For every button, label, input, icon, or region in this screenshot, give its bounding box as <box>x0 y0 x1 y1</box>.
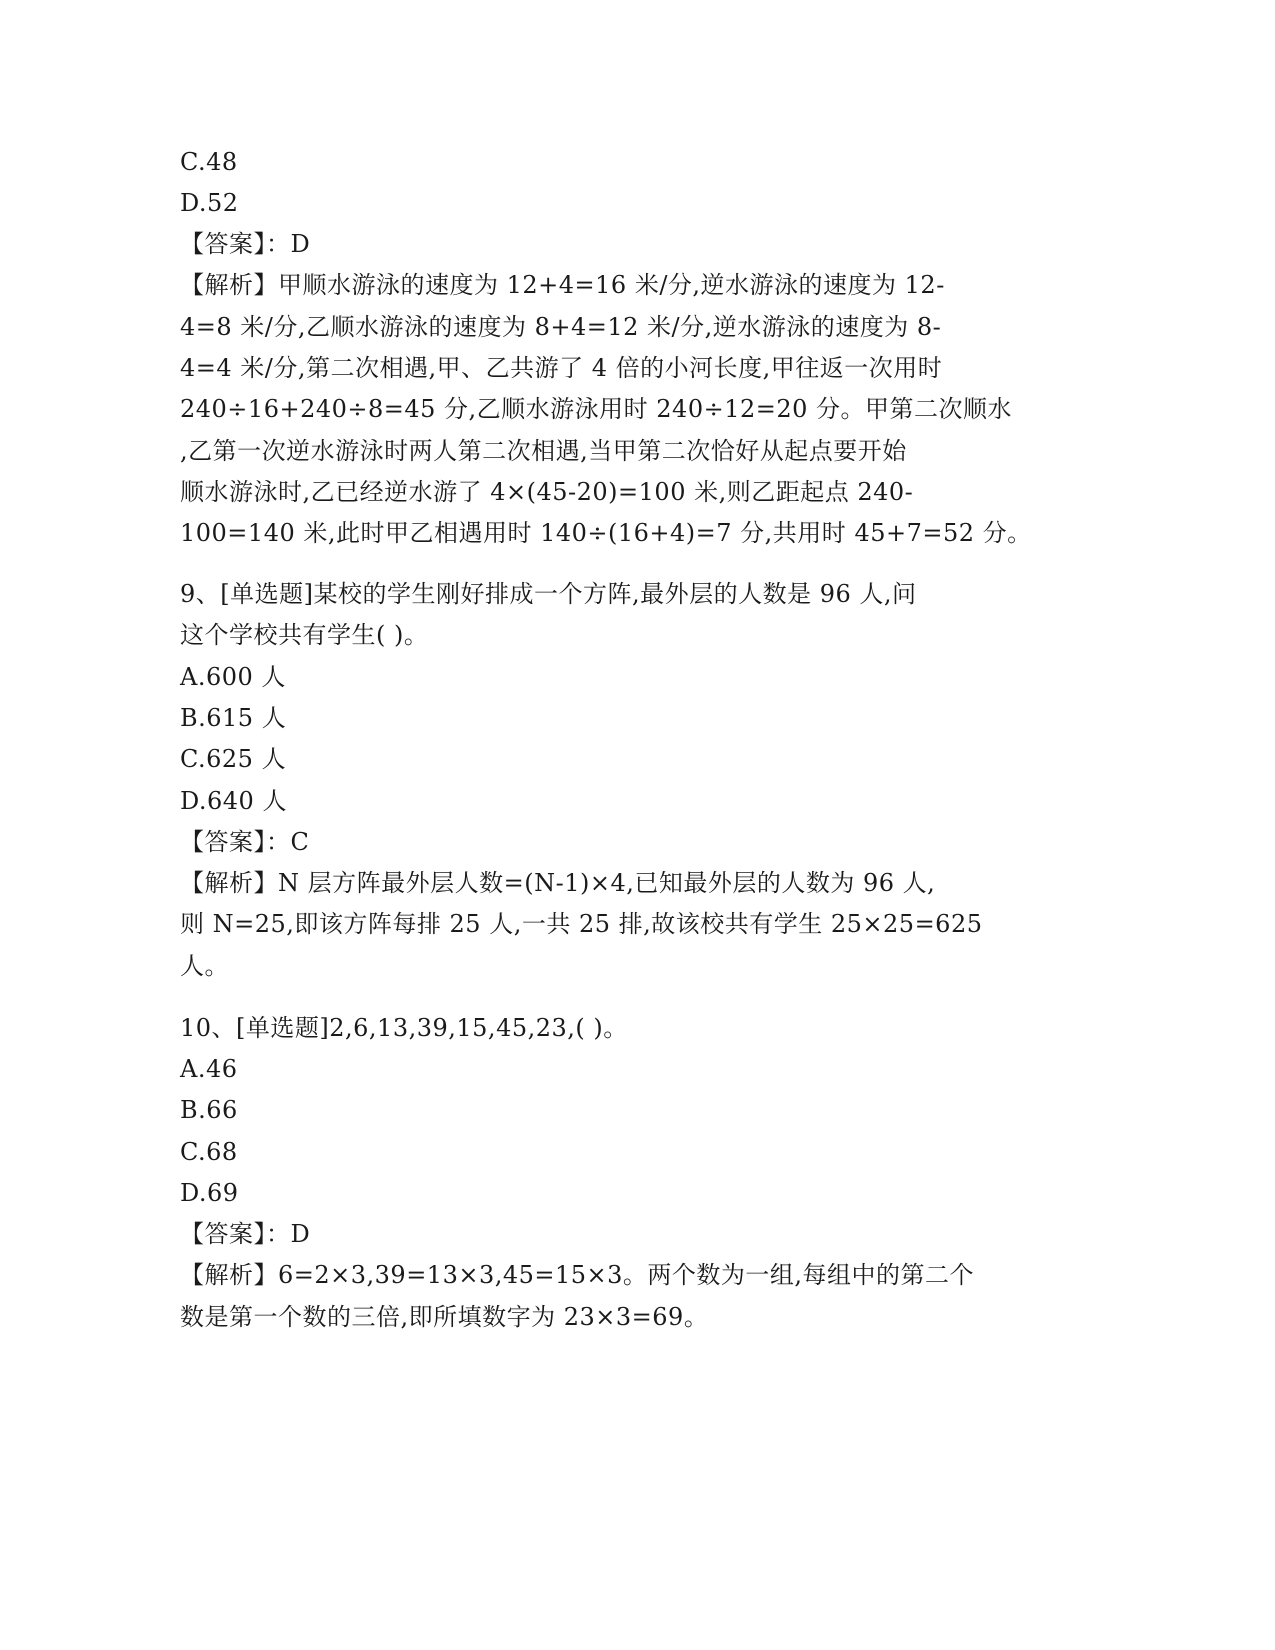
q8-analysis-line: ,乙第一次逆水游泳时两人第二次相遇,当甲第二次恰好从起点要开始 <box>180 437 907 465</box>
q8-analysis-line: 顺水游泳时,乙已经逆水游了 4×(45-20)=100 米,则乙距起点 240- <box>180 478 914 506</box>
q9-option-c: C.625 人 <box>180 745 287 773</box>
q10-option-d: D.69 <box>180 1179 239 1207</box>
q9-answer: 【答案】：C <box>180 828 310 856</box>
q9-option-b: B.615 人 <box>180 704 287 732</box>
q8-option-c: C.48 <box>180 148 238 176</box>
q10-option-b: B.66 <box>180 1096 238 1124</box>
q8-analysis-line: 4=8 米/分,乙顺水游泳的速度为 8+4=12 米/分,逆水游泳的速度为 8- <box>180 313 942 341</box>
q9-stem-line: 这个学校共有学生( )。 <box>180 621 429 649</box>
q9-analysis-line: 人。 <box>180 952 229 980</box>
q9-option-d: D.640 人 <box>180 787 287 815</box>
q9-option-a: A.600 人 <box>180 663 286 691</box>
q8-answer: 【答案】：D <box>180 230 311 258</box>
q10-option-c: C.68 <box>180 1138 238 1166</box>
q9-stem-line: 9、[单选题]某校的学生刚好排成一个方阵,最外层的人数是 96 人,问 <box>180 580 917 608</box>
q10-option-a: A.46 <box>180 1055 238 1083</box>
q10-analysis-line: 数是第一个数的三倍,即所填数字为 23×3=69。 <box>180 1303 709 1331</box>
q9-analysis-line: 则 N=25,即该方阵每排 25 人,一共 25 排,故该校共有学生 25×25=625 <box>180 910 983 938</box>
q8-option-d: D.52 <box>180 189 239 217</box>
q8-analysis-line: 240÷16+240÷8=45 分,乙顺水游泳用时 240÷12=20 分。甲第二次顺水 <box>180 395 1013 423</box>
q10-stem-line: 10、[单选题]2,6,13,39,15,45,23,( )。 <box>180 1014 628 1042</box>
q8-analysis-line: 【解析】甲顺水游泳的速度为 12+4=16 米/分,逆水游泳的速度为 12- <box>180 271 945 299</box>
q10-analysis-line: 【解析】6=2×3,39=13×3,45=15×3。两个数为一组,每组中的第二个 <box>180 1261 975 1289</box>
q8-analysis-line: 100=140 米,此时甲乙相遇用时 140÷(16+4)=7 分,共用时 45+7=52 分。 <box>180 519 1032 547</box>
q9-analysis-line: 【解析】N 层方阵最外层人数=(N-1)×4,已知最外层的人数为 96 人, <box>180 869 936 897</box>
q10-answer: 【答案】：D <box>180 1220 311 1248</box>
q8-analysis-line: 4=4 米/分,第二次相遇,甲、乙共游了 4 倍的小河长度,甲往返一次用时 <box>180 354 943 382</box>
